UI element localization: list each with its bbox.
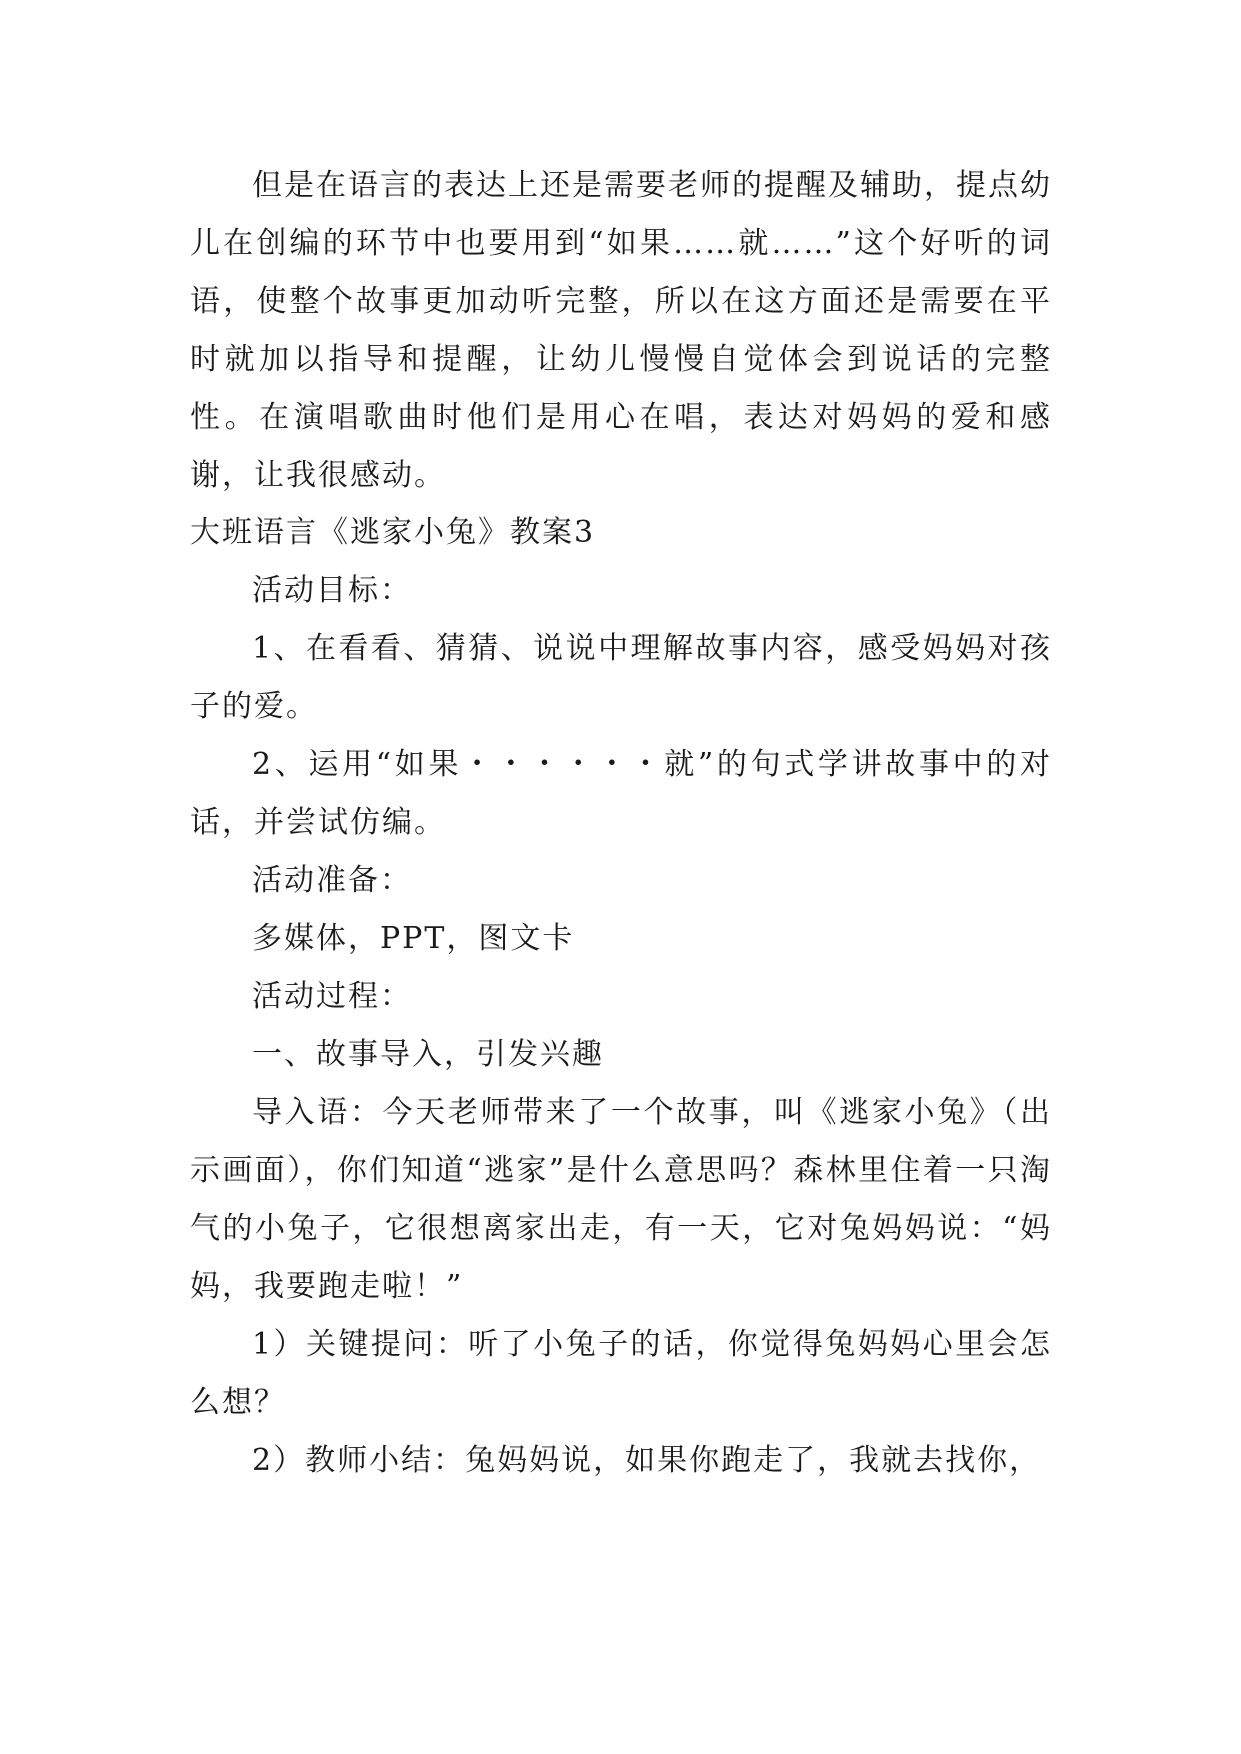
prep-heading: 活动准备： — [252, 863, 412, 898]
goal-item-2: 2、运用“如果・・・・・・就”的句式学讲故事中的对话，并尝试仿编。 — [190, 747, 1052, 840]
goal-heading: 活动目标： — [252, 573, 412, 608]
process-heading: 活动过程： — [252, 979, 412, 1014]
step-1-heading: 一、故事导入，引发兴趣 — [252, 1037, 604, 1072]
intro-paragraph: 导入语：今天老师带来了一个故事，叫《逃家小兔》（出示画面），你们知道“逃家”是什么意思吗？森林里住着一只淘气的小兔子，它很想离家出走，有一天，它对兔妈妈说：“妈妈，我要跑走啦！” — [190, 1095, 1052, 1304]
key-question: 1）关键提问：听了小兔子的话，你觉得兔妈妈心里会怎么想？ — [190, 1327, 1052, 1420]
goal-item-1: 1、在看看、猜猜、说说中理解故事内容，感受妈妈对孩子的爱。 — [190, 631, 1052, 724]
paragraph-reflection: 但是在语言的表达上还是需要老师的提醒及辅助，提点幼儿在创编的环节中也要用到“如果……就……”这个好听的词语，使整个故事更加动听完整，所以在这方面还是需要在平时就加以指导和提醒，让幼儿慢慢自觉体会到说话的完整性。在演唱歌曲时他们是用心在唱，表达对妈妈的爱和感谢，让我很感动。 — [190, 168, 1052, 493]
teacher-summary: 2）教师小结：兔妈妈说，如果你跑走了，我就去找你， — [252, 1443, 1042, 1478]
lesson-title: 大班语言《逃家小兔》教案3 — [190, 515, 596, 550]
prep-items: 多媒体，PPT，图文卡 — [252, 921, 575, 956]
